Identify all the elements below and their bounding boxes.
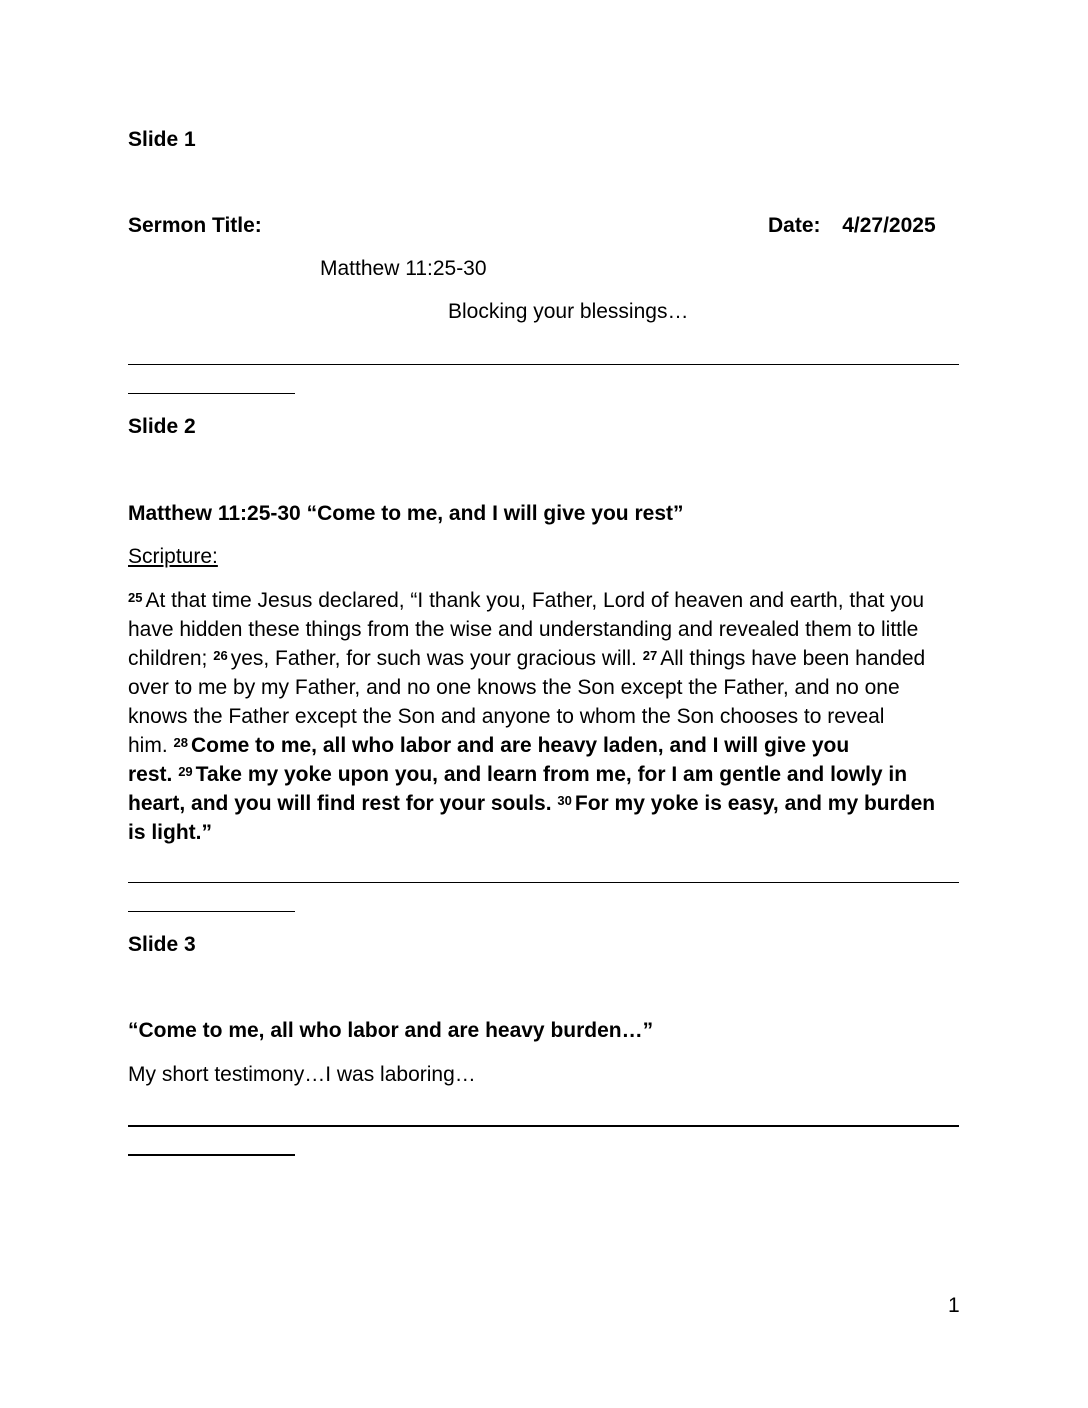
verse-text: yes, Father, for such was your gracious will. [230,647,637,670]
sermon-title-label: Sermon Title: [128,214,262,237]
scripture-reference: Matthew 11:25-30 [320,257,487,280]
verse-text: At that time Jesus declared, “I thank you, Father, Lord of heaven and earth, that you [145,589,925,612]
date-label: Date: [768,214,821,237]
verse-number: 27 [642,648,658,663]
divider-line [128,364,959,365]
verse-text: knows the Father except the Son and anyone to whom the Son chooses to reveal [128,705,885,728]
verse-number: 29 [178,764,193,779]
verse-number: 28 [173,735,188,750]
verse-text: him. [128,734,168,757]
sermon-title: Blocking your blessings… [448,300,689,323]
divider-line-short [128,393,295,394]
scripture-label: Scripture: [128,545,218,568]
page-number: 1 [948,1294,960,1317]
slide-2-heading: Matthew 11:25-30 “Come to me, and I will give you rest” [128,502,684,525]
verse-text: over to me by my Father, and no one knows the Son except the Father, and no one [128,676,900,699]
verse-text: All things have been handed [660,647,926,670]
verse-text: children; [128,647,208,670]
date-value: 4/27/2025 [842,214,936,237]
slide-3-text: My short testimony…I was laboring… [128,1063,476,1086]
divider-line [128,1125,959,1127]
verse-text: have hidden these things from the wise and understanding and revealed them to little [128,618,919,641]
verse-text: Come to me, all who labor and are heavy laden, and I will give you [191,734,850,757]
verse-text: rest. [128,763,173,786]
verse-text: For my yoke is easy, and my burden [574,792,936,815]
verse-text: heart, and you will find rest for your souls. [128,792,552,815]
verse-number: 30 [557,793,572,808]
slide-3-heading: “Come to me, all who labor and are heavy burden…” [128,1019,654,1042]
verse-number: 25 [128,590,143,605]
slide-3-label: Slide 3 [128,933,196,956]
verse-text: Take my yoke upon you, and learn from me, for I am gentle and lowly in [195,763,908,786]
slide-2-label: Slide 2 [128,415,196,438]
verse-number: 26 [213,648,228,663]
divider-line [128,882,959,883]
divider-line-short [128,1154,295,1156]
slide-1-label: Slide 1 [128,128,196,151]
date-field [768,214,936,238]
scripture-passage [128,586,968,847]
divider-line-short [128,911,295,912]
verse-text: is light.” [128,821,212,844]
